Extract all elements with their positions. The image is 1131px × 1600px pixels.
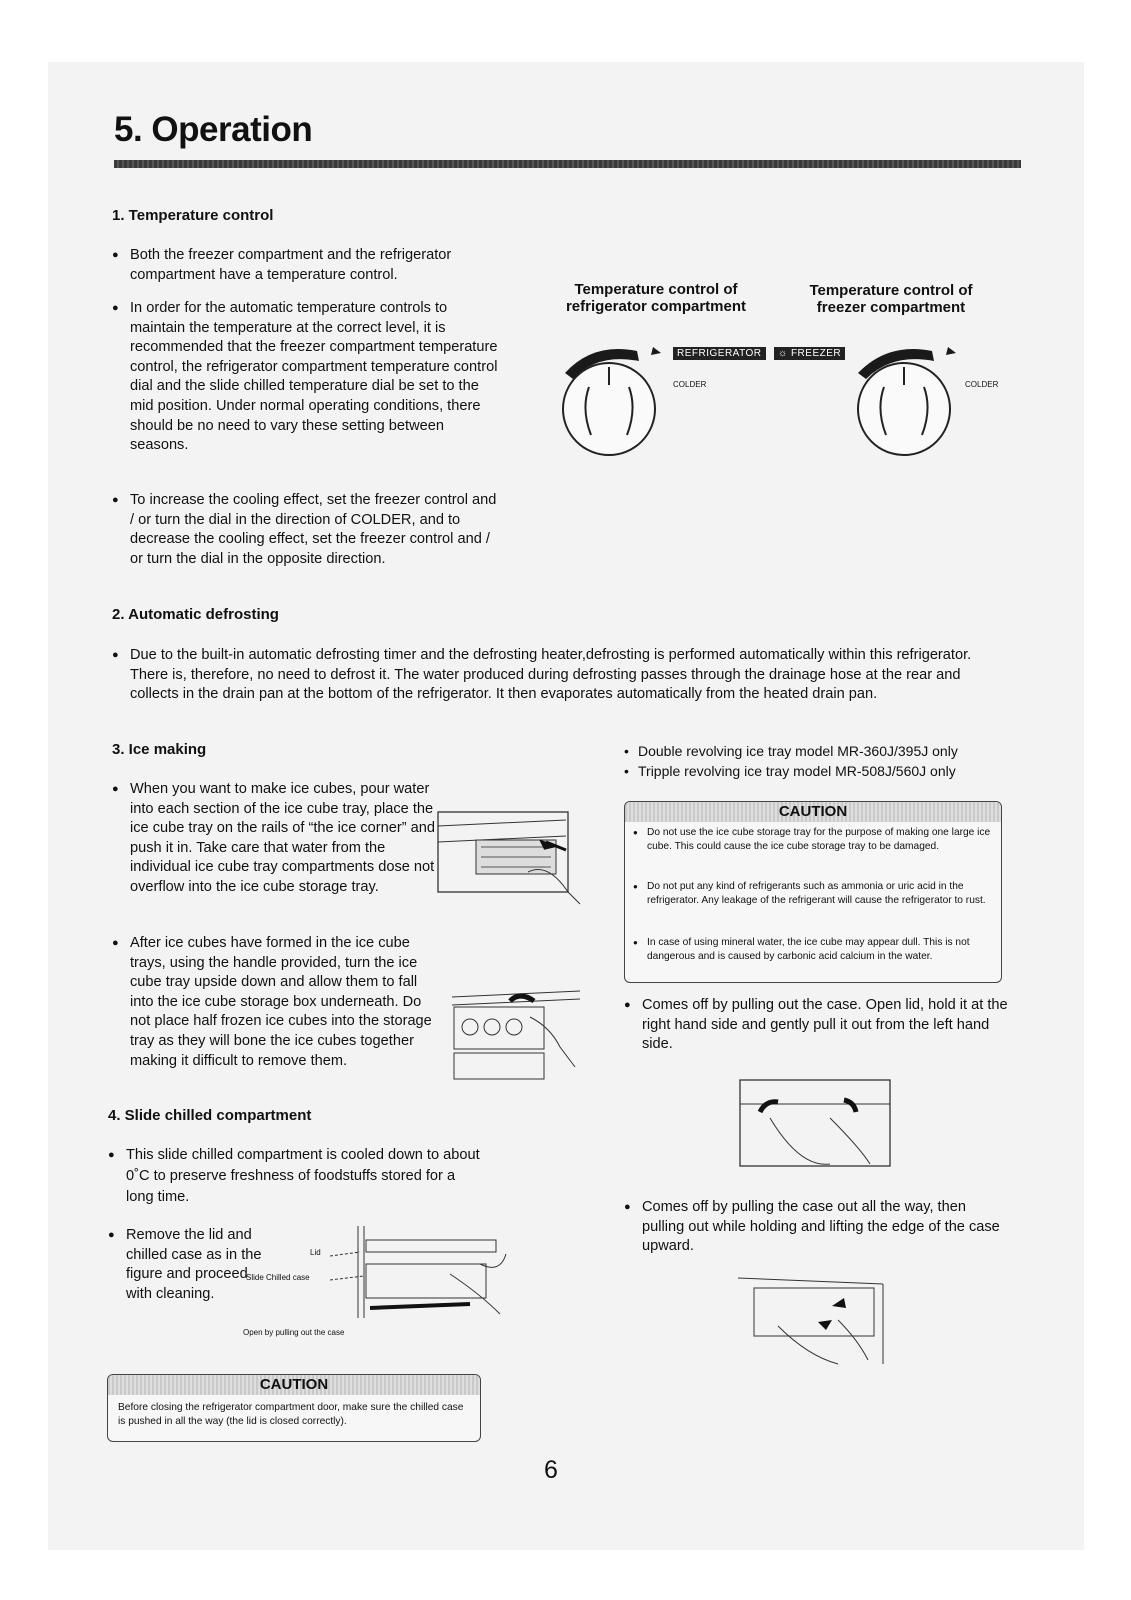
ice-caution-title: CAUTION [625,802,1001,822]
section-heading-ice: 3. Ice making [112,741,207,758]
temp-bullet-2: ● In order for the automatic temperature controls to maintain the temperature at the correct level, it is recommended that the freezer compartment temperature control, the refrigerator compartment temperature control dial and the slide chilled temperature dial be set to the mid position. Under normal operating conditions, there should be no need to vary these setting between seasons. [112,299,502,456]
colder-label-frz: COLDER [965,380,999,389]
case-removal-bullet-2: ● Comes off by pulling the case out all the way, then pulling out while holding and lifting the edge of the case upward. [624,1198,1010,1257]
freezer-label: ☼ FREEZER [774,347,845,360]
open-note-label: Open by pulling out the case [243,1328,345,1337]
case-removal-bullet-1: ● Comes off by pulling out the case. Open lid, hold it at the right hand side and gently pull it out from the left hand side. [624,996,1010,1055]
section-heading-slide-chilled: 4. Slide chilled compartment [108,1107,312,1124]
section-heading-temperature: 1. Temperature control [112,207,274,224]
refrigerator-dial-icon [553,337,673,457]
temp-bullet-3: ● To increase the cooling effect, set the freezer control and / or turn the dial in the direction of COLDER, and to decrease the cooling effect, set the freezer control and / or turn the dial in the opposite direction. [112,491,502,569]
freezer-dial-icon [848,337,968,457]
ice-bullet-2: ● After ice cubes have formed in the ice cube trays, using the handle provided, turn the ice cube tray upside down and allow them to fall into the ice cube storage box underneath. Do not place half frozen ice cubes into the storage tray as they will bone the ice cubes together making it difficult to remove them. [112,934,442,1071]
slide-chilled-bullet-1: ● This slide chilled compartment is cooled down to about 0˚C to preserve freshness of foodstuffs stored for a long time. [108,1145,486,1208]
slide-caution-box [107,1374,481,1442]
page-number: 6 [544,1456,558,1484]
lid-label: Lid [310,1248,321,1257]
freezer-label-text: FREEZER [790,348,842,359]
case-lift-illustration [738,1276,898,1368]
slide-chilled-illustration [330,1224,530,1320]
ice-caution-box [624,801,1002,983]
slide-caution-text: Before closing the refrigerator compartment door, make sure the chilled case is pushed in all the way (the lid is closed correctly). [118,1402,464,1427]
ice-tray-flip-illustration [450,987,590,1087]
ice-model-note-2: • Tripple revolving ice tray model MR-508J/560J only [622,762,1038,781]
slide-case-label: Slide Chilled case [246,1273,310,1282]
frz-control-caption: Temperature control of freezer compartment [809,282,973,316]
ice-caution-3: ● In case of using mineral water, the ice cube may appear dull. This is not dangerous and is caused by carbonic acid calcium in the water. [633,936,997,964]
refrigerator-label: REFRIGERATOR [673,347,766,360]
ice-caution-1: ● Do not use the ice cube storage tray for the purpose of making one large ice cube. This could cause the ice cube storage tray to be damaged. [633,826,997,854]
ice-caution-2: ● Do not put any kind of refrigerants such as ammonia or uric acid in the refrigerator. Any leakage of the refrigerant will cause the refrigerator to rust. [633,880,997,908]
defrost-bullet: ● Due to the built-in automatic defrosting timer and the defrosting heater,defrosting is performed automatically within this refrigerator. There is, therefore, no need to defrost it. The water produced during defrosting passes through the drainage hose at the rear and collects in the drain pan at the bottom of the refrigerator. It then evaporates automatically from the heated drain pan. [112,646,1010,705]
section-heading-defrosting: 2. Automatic defrosting [112,606,279,623]
title-rule [114,160,1021,168]
colder-label-ref: COLDER [673,380,707,389]
case-pull-illustration [740,1078,900,1170]
ice-bullet-1: ● When you want to make ice cubes, pour water into each section of the ice cube tray, place the ice cube tray on the rails of “the ice corner” and push it in. Take care that water from the individual ice cube tray compartments dose not overflow into the ice cube storage tray. [112,780,442,898]
ice-tray-push-illustration [436,802,586,907]
ref-control-caption: Temperature control of refrigerator compartment [565,281,747,315]
manual-page [48,62,1084,1550]
slide-caution-title: CAUTION [108,1375,480,1395]
ice-model-note-1: • Double revolving ice tray model MR-360J/395J only [622,742,1038,761]
page-title: 5. Operation [114,110,313,149]
slide-chilled-bullet-2: ● Remove the lid and chilled case as in the figure and proceed with cleaning. [108,1226,266,1304]
temp-bullet-1: ● Both the freezer compartment and the refrigerator compartment have a temperature control. [112,246,502,285]
